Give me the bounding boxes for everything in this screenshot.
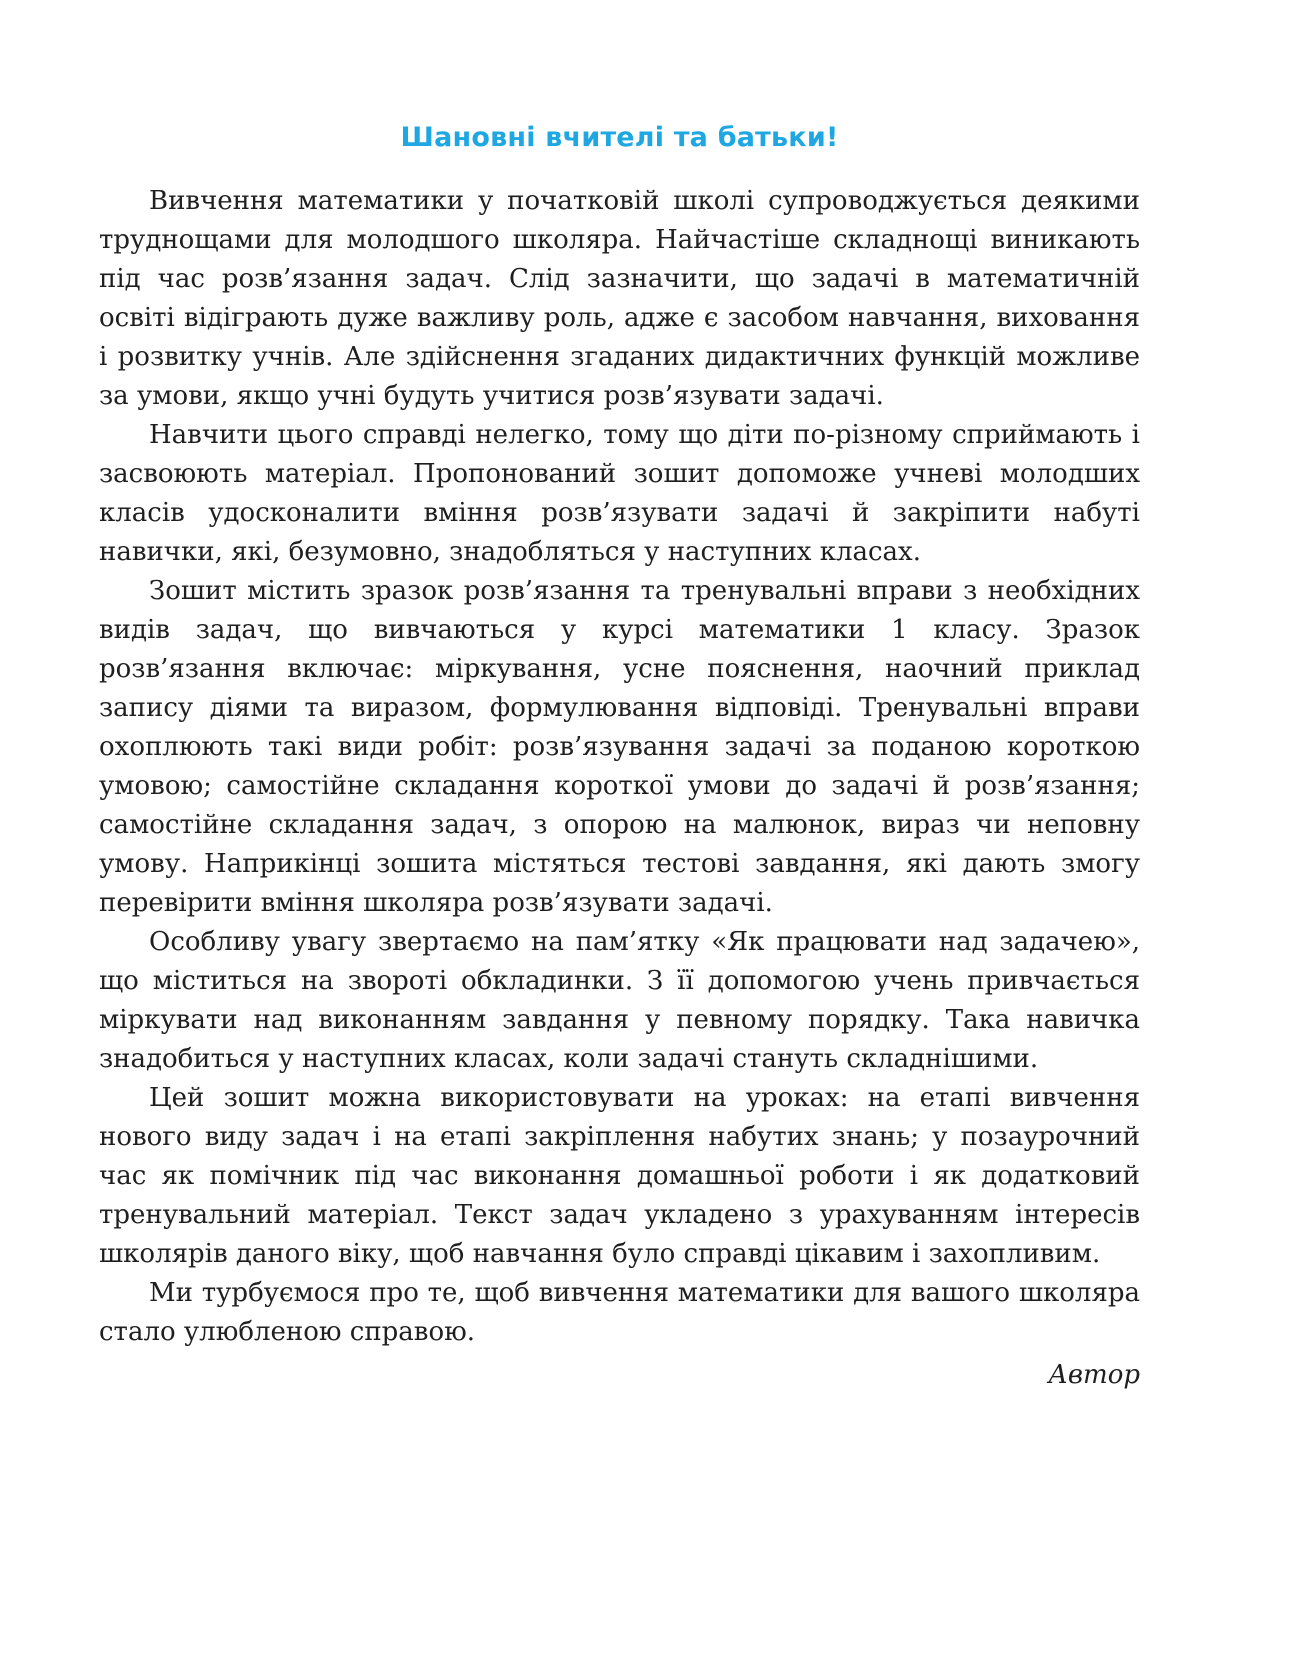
author-signature: Автор [1048, 1360, 1140, 1390]
paragraph-usage: Цей зошит можна використовувати на уроках: на етапі вивчення нового виду задач і на етапі закріплення набутих знань; у позаурочний час як помічник під час виконання домашньої роботи і як додатковий тренувальний матеріал. Текст задач укладено з урахуванням інтересів школярів даного віку, щоб навчання було справді цікавим і захопливим. [99, 1083, 1140, 1269]
paragraph-memo: Особливу увагу звертаємо на пам’ятку «Як працювати над задачею», що міститься на звороті обкладинки. З її допомогою учень привчається міркувати над виконанням завдання у певному порядку. Така навичка знадобиться у наступних класах, коли задачі стануть складнішими. [99, 927, 1140, 1074]
paragraph-difficulty: Навчити цього справді нелегко, тому що діти по-різному сприймають і засвоюють матеріал. Пропонований зошит допоможе учневі молодших класів удосконалити вміння розв’язувати задачі й закріпити набуті навички, які, безумовно, знадобляться у наступних класах. [99, 420, 1140, 567]
document-page [99, 116, 1140, 1395]
paragraph-closing: Ми турбуємося про те, щоб вивчення математики для вашого школяра стало улюбленою справою. [99, 1278, 1140, 1347]
page-title: Шановні вчителі та батьки! [400, 122, 839, 153]
paragraph-intro: Вивчення математики у початковій школі супроводжується деякими труднощами для молодшого школяра. Найчастіше складнощі виникають під час розв’язання задач. Слід зазначити, що задачі в математичній освіті відіграють дуже важливу роль, адже є засобом навчання, виховання і розвитку учнів. Але здійснення згаданих дидактичних функцій можливе за умови, якщо учні будуть учитися розв’язувати задачі. [99, 186, 1140, 411]
paragraph-contents: Зошит містить зразок розв’язання та тренувальні вправи з необхідних видів задач, що вивчаються у курсі математики 1 класу. Зразок розв’язання включає: міркування, усне пояснення, наочний приклад запису діями та виразом, формулювання відповіді. Тренувальні вправи охоплюють такі види робіт: розв’язування задачі за поданою короткою умовою; самостійне складання короткої умови до задачі й розв’язання; самостійне складання задач, з опорою на малюнок, вираз чи неповну умову. Наприкінці зошита містяться тестові завдання, які дають змогу перевірити вміння школяра розв’язувати задачі. [99, 576, 1140, 918]
